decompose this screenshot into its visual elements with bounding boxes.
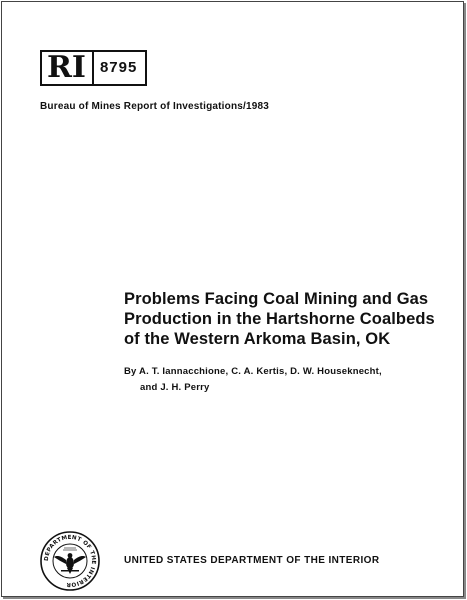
page-shadow-bottom (3, 597, 466, 599)
title-line: Problems Facing Coal Mining and Gas (124, 290, 429, 308)
page-shadow-right (464, 3, 466, 599)
document-title (124, 289, 444, 349)
department-name: UNITED STATES DEPARTMENT OF THE INTERIOR (124, 555, 380, 566)
report-series: Bureau of Mines Report of Investigations/1983 (40, 101, 270, 112)
seal-text: DEPARTMENT OF THE INTERIOR (43, 534, 97, 588)
title-line: Production in the Hartshorne Coalbeds (124, 310, 435, 328)
report-code: RI (42, 52, 94, 84)
report-number: 8795 (99, 59, 138, 76)
author-line: By A. T. Iannacchione, C. A. Kertis, D. W. Houseknecht, (124, 366, 382, 377)
department-of-interior-seal-icon (39, 530, 101, 592)
report-badge (40, 50, 147, 86)
author-list (124, 364, 382, 396)
author-line: and J. H. Perry (140, 382, 210, 393)
title-line: of the Western Arkoma Basin, OK (124, 330, 391, 348)
